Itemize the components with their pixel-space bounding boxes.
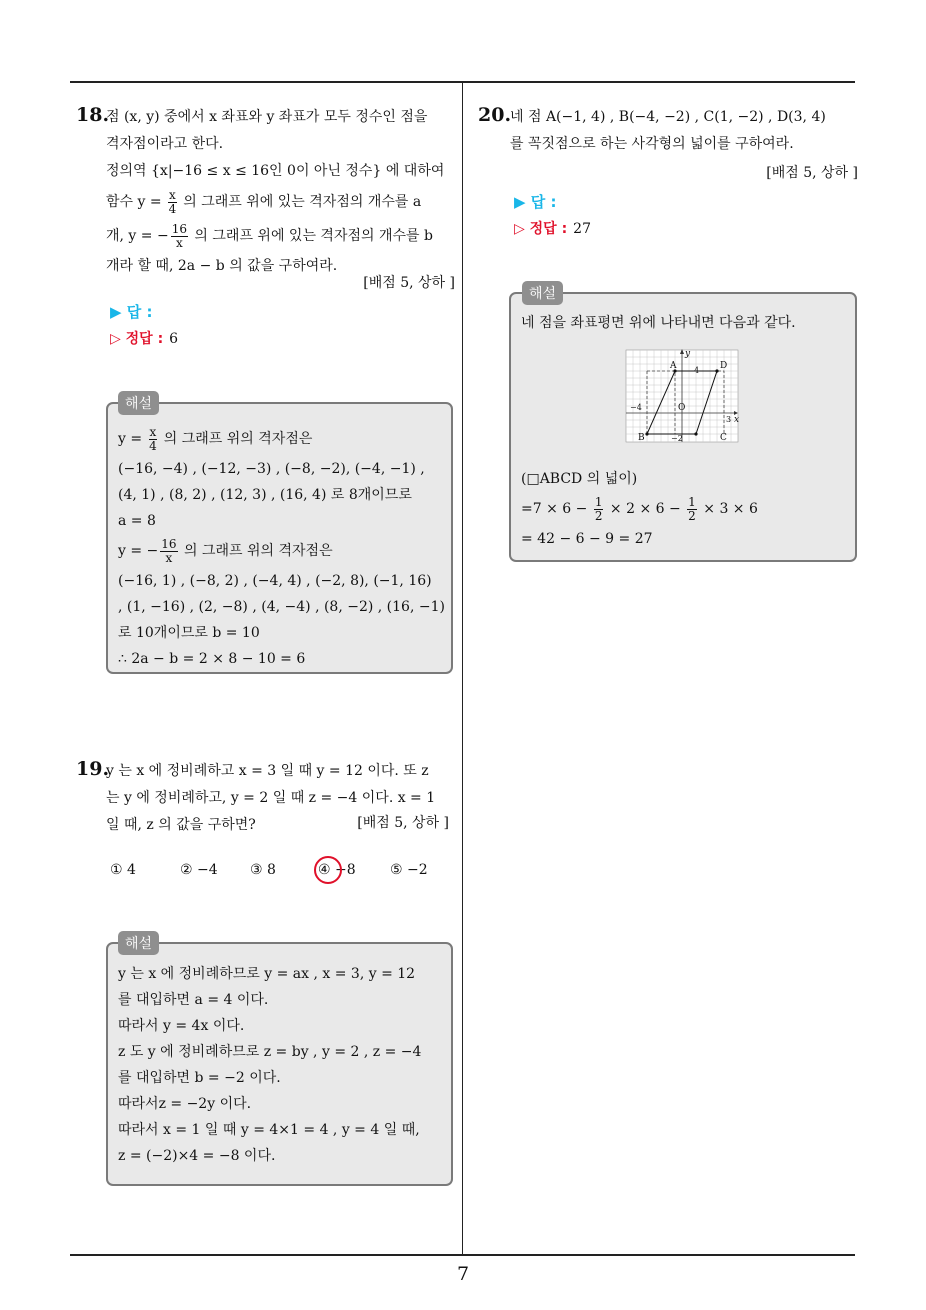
choice-4[interactable]: ④ −8 [318, 862, 356, 878]
coordinate-graph [622, 346, 744, 446]
q20-text: 네 점 A(−1, 4) , B(−4, −2) , C(1, −2) , D(3, 4) 를 꼭짓점으로 하는 사각형의 넓이를 구하여라. [510, 109, 826, 152]
choice-1[interactable]: ① 4 [110, 862, 136, 878]
label-a: A [670, 361, 677, 371]
label-b: B [638, 433, 645, 443]
choice-2[interactable]: ② −4 [180, 862, 218, 878]
choice-5[interactable]: ⑤ −2 [390, 862, 428, 878]
q20-number: 20. [478, 104, 512, 126]
q18-correct-answer: ▷ 정답 : 6 [110, 331, 179, 347]
q19-score: [배점 5, 상하 ] [357, 815, 449, 831]
q18-text [106, 104, 444, 280]
fraction: $\frac{x}{4}$ [168, 187, 177, 216]
q18-line: 격자점이라고 한다. [106, 136, 224, 152]
label-d: D [720, 361, 728, 371]
q18-line: 함수 y = $\frac{x}{4}$ 의 그래프 위에 있는 격자점의 개수를 a [106, 187, 422, 216]
fraction: $\frac{x}{4}$ [149, 424, 157, 453]
q19-number: 19. [76, 758, 110, 780]
column-divider [462, 82, 463, 1255]
tick-4: 4 [694, 366, 700, 375]
q18-line: 점 (x, y) 중에서 x 좌표와 y 좌표가 모두 정수인 점을 [106, 109, 428, 125]
label-x-axis: x [734, 415, 740, 425]
q20-score: [배점 5, 상하 ] [766, 165, 858, 181]
q20-correct-answer: ▷ 정답 : 27 [514, 221, 591, 237]
label-origin: O [678, 403, 686, 413]
q19-explanation-text: y 는 x 에 정비례하므로 y = ax , x = 3, y = 12 를 대입하면 a = 4 이다. 따라서 y = 4x 이다. z 도 y 에 정비례하므로 z = by , y = 2 , z = −4 를 대입하면 b = −2 이다. 따라서z = −2y 이다. 따라서 x = 1 일 때 y = 4×1 = 4 , y = 4 일 때, z = (−2)×4 = −8 이다. [118, 966, 422, 1164]
q18-line: 정의역 {x|−16 ≤ x ≤ 16인 0이 아닌 정수} 에 대하여 [106, 163, 445, 179]
q18-explanation-tag: 해설 [118, 391, 159, 415]
tick-3: 3 [726, 415, 732, 424]
q18-number: 18. [76, 104, 110, 126]
tick-neg4: −4 [630, 403, 642, 412]
selected-answer-mark [314, 856, 342, 884]
q20-explanation-tag: 해설 [522, 281, 563, 305]
q19-explanation-tag: 해설 [118, 931, 159, 955]
q19-text: y 는 x 에 정비례하고 x = 3 일 때 y = 12 이다. 또 z 는 y 에 정비례하고, y = 2 일 때 z = −4 이다. x = 1 일 때, z 의 값을 구하면? [106, 763, 436, 833]
fraction: $\frac{1}{2}$ [688, 494, 696, 523]
label-y-axis: y [685, 349, 691, 359]
fraction: $\frac{16}{x}$ [161, 536, 177, 565]
label-c: C [720, 433, 727, 443]
fraction: $\frac{1}{2}$ [594, 494, 603, 523]
q18-answer-label: ▶ 답 : [110, 303, 153, 321]
bottom-rule [70, 1254, 855, 1256]
q20-area-calc: (□ABCD 의 넓이) =7 × 6 − $\frac{1}{2}$ × 2 × 6 − $\frac{1}{2}$ × 3 × 6 = 42 − 6 − 9 = 27 [521, 471, 758, 547]
q18-line: 개라 할 때, 2a − b 의 값을 구하여라. [106, 258, 338, 274]
page-number: 7 [456, 1263, 470, 1285]
q20-explanation-intro: 네 점을 좌표평면 위에 나타내면 다음과 같다. [521, 315, 796, 331]
q18-line: 개, y = − $\frac{16}{x}$ 의 그래프 위에 있는 격자점의 개수를 b [106, 221, 433, 250]
q18-explanation-text: y = $\frac{x}{4}$ 의 그래프 위의 격자점은 (−16, −4) , (−12, −3) , (−8, −2), (−4, −1) , (4, 1) , (8, 2) , (12, 3) , (16, 4) 로 8개이므로 a = 8 y = − $\frac{16}{x}$ 의 그래프 위의 격자점은 (−16, 1) , (−8, 2) , (−4, 4) , (−2, 8), (−1, 16) , (1, −16) , (2, −8) , (4, −4) , (8, −2) , (16, −1) 로 10개이므로 b = 10 ∴ 2a − b = 2 × 8 − 10 = 6 [118, 424, 445, 667]
q20-answer-label: ▶ 답 : [514, 193, 557, 211]
fraction: $\frac{16}{x}$ [171, 221, 187, 250]
tick-neg2: −2 [671, 434, 683, 443]
q18-score: [배점 5, 상하 ] [363, 275, 455, 291]
choice-3[interactable]: ③ 8 [250, 862, 276, 878]
